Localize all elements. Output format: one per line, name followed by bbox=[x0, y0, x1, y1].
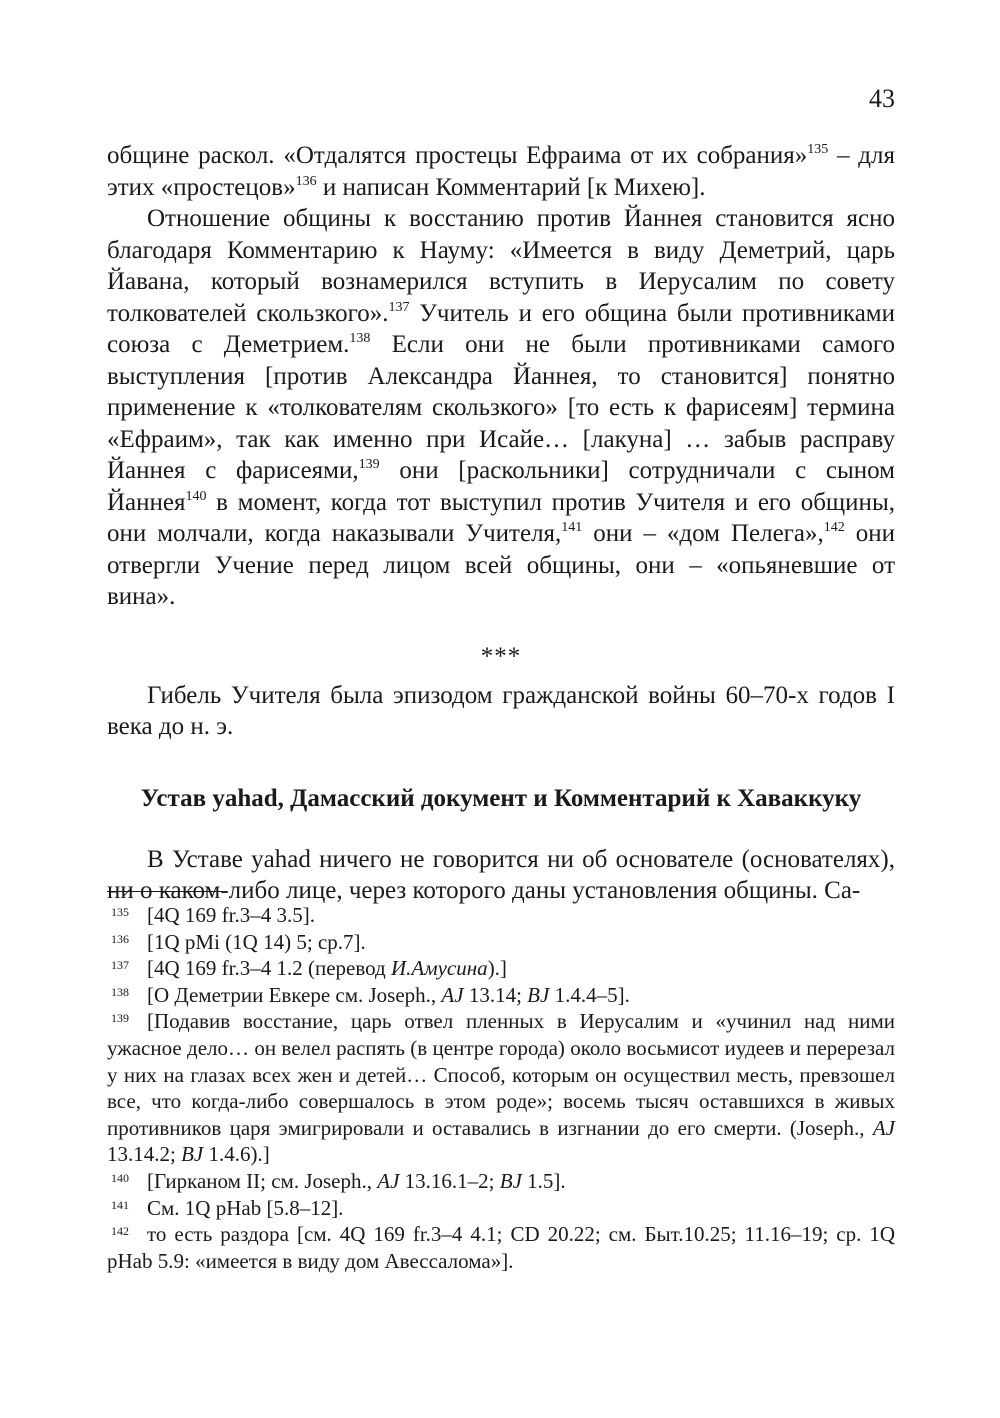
text-run: общине раскол. «Отдалятся простецы Ефраима от их собрания» bbox=[107, 142, 808, 169]
main-text bbox=[107, 140, 895, 907]
text-run: Отношение общины к восстанию против Йаннея становится ясно благодаря Комментарию к Науму: «Имеется в виду Деметрий, царь Йавана, который вознамерился вступить в Иерусалим по совету толкователей скользкого». bbox=[107, 205, 895, 327]
footnote-ref-137[interactable]: 137 bbox=[388, 299, 410, 315]
footnote-142: 142 то есть раздора [см. 4Q 169 fr.3–4 4.1; CD 20.22; см. Быт.10.25; 11.16–19; ср. 1Q pHab 5.9: «имеется в виду дом Авессалома»]. bbox=[107, 1222, 895, 1273]
footnote-text: См. 1Q pHab [5.8–12]. bbox=[147, 1195, 344, 1220]
text-run: Учитель и его община были противниками союза с Деметрием. bbox=[107, 299, 895, 358]
paragraph-1 bbox=[107, 140, 895, 203]
footnote-ref-138[interactable]: 138 bbox=[349, 331, 371, 346]
text-run: и написан Комментарий [к Михею]. bbox=[316, 173, 706, 201]
footnote-text: [4Q 169 fr.3–4 3.5]. bbox=[147, 903, 315, 927]
footnote-135: 135 [4Q 169 fr.3–4 3.5]. bbox=[111, 903, 315, 927]
footnote-140: 140 [Гирканом II; см. Joseph., AJ 13.16.1–2; BJ 1.5]. bbox=[111, 1168, 566, 1193]
footnote-text: 1.5]. bbox=[521, 1168, 566, 1193]
paragraph-3: Гибель Учителя была эпизодом гражданской войны 60–70-х годов I века до н. э. bbox=[107, 681, 895, 740]
footnote-ref-139[interactable]: 139 bbox=[358, 457, 380, 472]
footnote-text: то есть раздора [см. 4Q 169 fr.3–4 4.1; CD 20.22; см. Быт.10.25; 11.16–19; ср. 1Q pHab 5.9: «имеется в виду дом Авессалома»]. bbox=[107, 1222, 895, 1273]
footnote-italic: BJ bbox=[181, 1142, 204, 1167]
footnote-text: 13.14; bbox=[463, 982, 528, 1007]
footnote-136: 136 [1Q pMi (1Q 14) 5; ср.7]. bbox=[111, 929, 366, 954]
footnote-text: 1.4.4–5]. bbox=[549, 982, 630, 1007]
footnote-text: 13.14.2; bbox=[107, 1142, 182, 1167]
text-run: – для этих «простецов» bbox=[107, 142, 895, 201]
footnote-ref-141[interactable]: 141 bbox=[561, 520, 583, 535]
footnote-139: 139 [Подавив восстание, царь отвел пленных в Иерусалим и «учинил над ними ужасное дело… он велел распять (в центре города) около восьмисот иудеев и перерезал у них на глазах всех жен и детей… Способ, которым он осуществил месть, превзошел все, что когда-либо совершалось в этом роде»; восемь тысяч оставшихся в живых противников царя эмигрировали и оставались в изгнании до его смерти. (Joseph., AJ 13.14.2; BJ 1.4.6).] bbox=[107, 1009, 895, 1167]
footnote-text: [Подавив восстание, царь отвел пленных в Иерусалим и «учинил над ними ужасное дело… он велел распять (в центре города) около восьмисот иудеев и перерезал у них на глазах всех жен и детей… Способ, которым он осуществил месть, превзошел все, что когда-либо совершалось в этом роде»; восемь тысяч оставшихся в живых противников царя эмигрировали и оставались в изгнании до его смерти. (Joseph., bbox=[107, 1009, 895, 1140]
footnote-italic: AJ bbox=[441, 982, 464, 1007]
footnote-141: 141 См. 1Q pHab [5.8–12]. bbox=[111, 1195, 344, 1220]
text-run: они [раскольники] сотрудничали с сыном Йаннея bbox=[107, 457, 895, 516]
section-divider-stars: *** bbox=[480, 642, 522, 670]
footnote-text: [О Деметрии Евкере см. Joseph., bbox=[147, 982, 442, 1007]
text-run: они отвергли Учение перед лицом всей общины, они – «опьяневшие от вина». bbox=[107, 520, 895, 610]
footnote-text: [Гирканом II; см. Joseph., bbox=[147, 1168, 378, 1193]
footnote-italic: AJ bbox=[377, 1168, 400, 1193]
text-run: в момент, когда тот выступил против Учителя и его общины, они молчали, когда наказывали Учителя, bbox=[107, 488, 895, 547]
paragraph-2 bbox=[107, 203, 895, 613]
footnote-ref-142[interactable]: 142 bbox=[823, 520, 845, 535]
footnote-ref-135[interactable]: 135 bbox=[807, 142, 829, 157]
section-heading: Устав yahad, Дамасский документ и Комментарий к Хаваккуку bbox=[140, 784, 862, 812]
text-run: Если они не были противниками самого выступления [против Александра Йаннея, то становится] понятно применение к «толкователям скользкого» [то есть к фарисеям] термина «Ефраим», так как именно при Исайе… [лакуна] … забыв расправу Йаннея с фарисеями, bbox=[107, 331, 895, 484]
footnote-text: 13.16.1–2; bbox=[399, 1168, 500, 1193]
footnote-ref-140[interactable]: 140 bbox=[185, 488, 207, 504]
footnote-137: 137 [4Q 169 fr.3–4 1.2 (перевод И.Амусина).] bbox=[111, 956, 507, 981]
footnote-text: 1.4.6).] bbox=[203, 1142, 270, 1167]
footnote-separator bbox=[107, 891, 222, 892]
text-run: они – «дом Пелега», bbox=[582, 520, 824, 547]
footnote-italic: И.Амусина bbox=[390, 956, 488, 981]
footnote-text: ).] bbox=[487, 956, 507, 981]
footnote-italic: AJ bbox=[872, 1115, 895, 1140]
page-number: 43 bbox=[869, 84, 895, 113]
footnote-italic: BJ bbox=[527, 982, 550, 1007]
footnote-text: [1Q pMi (1Q 14) 5; ср.7]. bbox=[147, 929, 366, 954]
footnote-italic: BJ bbox=[499, 1168, 522, 1193]
footnote-ref-136[interactable]: 136 bbox=[295, 173, 317, 189]
footnote-138: 138 [О Деметрии Евкере см. Joseph., AJ 13.14; BJ 1.4.4–5]. bbox=[111, 982, 630, 1007]
footnotes bbox=[107, 902, 895, 1274]
paragraph-4: В Уставе yahad ничего не говорится ни об основателе (основателях), ни о каком-либо лице, через которого даны установления общины. Са- bbox=[107, 845, 895, 904]
footnote-text: [4Q 169 fr.3–4 1.2 (перевод bbox=[147, 956, 391, 981]
